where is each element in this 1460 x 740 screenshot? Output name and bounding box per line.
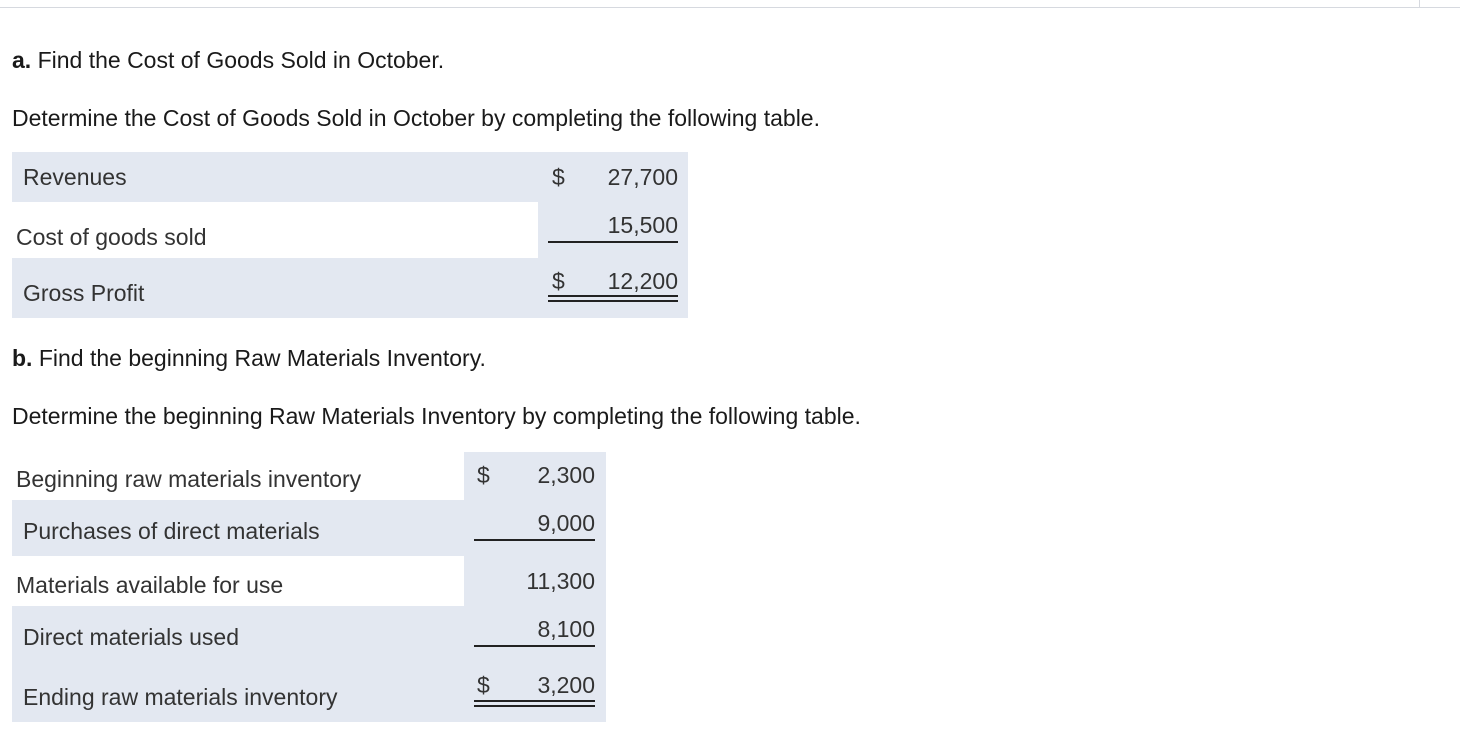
purchases-underline — [474, 539, 595, 541]
part-b-instruction: Determine the beginning Raw Materials Inventory by completing the following table. — [12, 403, 861, 429]
beginning-rm-label: Beginning raw materials inventory — [16, 466, 362, 492]
top-divider-tick — [1419, 0, 1420, 7]
ending-rm-double-underline-bottom — [474, 705, 595, 707]
part-a-instruction: Determine the Cost of Goods Sold in October by completing the following table. — [12, 105, 820, 131]
direct-materials-used-value: 8,100 — [537, 616, 595, 642]
part-b-heading — [12, 345, 486, 372]
cogs-underline — [548, 241, 678, 243]
gross-profit-value: 12,200 — [607, 268, 678, 294]
purchases-value: 9,000 — [537, 510, 595, 536]
gross-profit-label: Gross Profit — [23, 280, 145, 306]
gross-profit-double-underline-bottom — [548, 300, 678, 302]
part-a-heading-text: Find the Cost of Goods Sold in October. — [31, 47, 445, 73]
materials-available-label: Materials available for use — [16, 572, 284, 598]
beginning-rm-currency: $ — [477, 462, 490, 488]
gross-profit-currency: $ — [552, 268, 565, 294]
direct-materials-used-label: Direct materials used — [23, 624, 240, 650]
purchases-label: Purchases of direct materials — [23, 518, 320, 544]
cogs-label: Cost of goods sold — [16, 224, 207, 250]
revenues-currency: $ — [552, 164, 565, 190]
revenues-value: 27,700 — [607, 164, 678, 190]
part-a-letter: a. — [12, 47, 32, 73]
part-b-heading-text: Find the beginning Raw Materials Inventory. — [32, 345, 486, 371]
beginning-rm-value: 2,300 — [537, 462, 595, 488]
ending-rm-value: 3,200 — [537, 672, 595, 698]
ending-rm-double-underline-top — [474, 700, 595, 702]
materials-available-value: 11,300 — [526, 568, 595, 594]
direct-materials-used-underline — [474, 645, 595, 647]
ending-rm-label: Ending raw materials inventory — [23, 684, 338, 710]
gross-profit-double-underline-top — [548, 295, 678, 297]
revenues-label: Revenues — [23, 164, 127, 190]
part-b-letter: b. — [12, 345, 33, 371]
ending-rm-currency: $ — [477, 672, 490, 698]
top-divider — [0, 7, 1460, 8]
part-a-heading — [12, 47, 444, 74]
cogs-value: 15,500 — [607, 212, 678, 238]
